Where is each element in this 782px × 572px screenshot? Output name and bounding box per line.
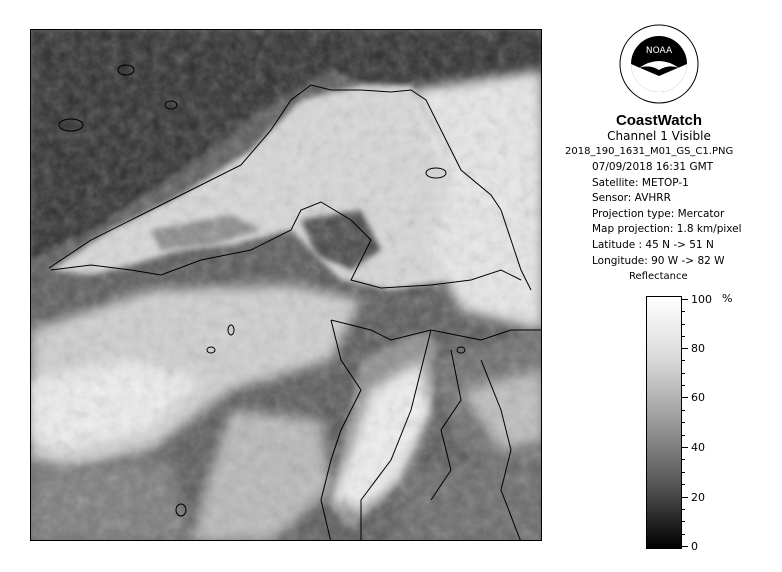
- satellite-label: Satellite: METOP-1: [592, 176, 689, 189]
- latitude-label: Latitude : 45 N -> 51 N: [592, 238, 714, 251]
- colorbar-minor-tick: [682, 360, 685, 361]
- brand-title: CoastWatch: [615, 112, 703, 129]
- longitude-label: Longitude: 90 W -> 82 W: [592, 254, 725, 267]
- colorbar-tick: [682, 348, 688, 349]
- sensor-label: Sensor: AVHRR: [592, 192, 671, 205]
- colorbar-tick-label: 20: [691, 491, 705, 504]
- colorbar-tick-label: 100: [691, 293, 712, 306]
- colorbar-tick: [682, 397, 688, 398]
- colorbar-tick-label: 0: [691, 540, 698, 553]
- colorbar-minor-tick: [682, 534, 685, 535]
- projection-type-label: Projection type: Mercator: [592, 207, 725, 220]
- colorbar-minor-tick: [682, 336, 685, 337]
- channel-label: Channel 1 Visible: [607, 129, 711, 143]
- colorbar-minor-tick: [682, 509, 685, 510]
- colorbar-minor-tick: [682, 385, 685, 386]
- noaa-logo: [619, 24, 699, 104]
- colorbar-minor-tick: [682, 472, 685, 473]
- colorbar-minor-tick: [682, 311, 685, 312]
- colorbar-tick: [682, 447, 688, 448]
- datetime-label: 07/09/2018 16:31 GMT: [592, 161, 714, 173]
- colorbar-minor-tick: [682, 435, 685, 436]
- colorbar-tick-label: 40: [691, 441, 705, 454]
- satellite-map: [31, 30, 542, 541]
- satellite-image: [30, 29, 542, 541]
- colorbar-tick-label: 80: [691, 342, 705, 355]
- colorbar-minor-tick: [682, 484, 685, 485]
- metadata-block: [592, 160, 742, 269]
- colorbar: [646, 296, 682, 549]
- map-projection-label: Map projection: 1.8 km/pixel: [592, 223, 742, 236]
- colorbar-tick: [682, 497, 688, 498]
- logo-text: NOAA: [645, 46, 673, 56]
- filename-label: 2018_190_1631_M01_GS_C1.PNG: [565, 146, 734, 157]
- colorbar-unit: %: [722, 292, 733, 305]
- colorbar-minor-tick: [682, 410, 685, 411]
- colorbar-tick-label: 60: [691, 391, 705, 404]
- colorbar-minor-tick: [682, 324, 685, 325]
- colorbar-minor-tick: [682, 373, 685, 374]
- colorbar-minor-tick: [682, 521, 685, 522]
- colorbar-title: Reflectance: [629, 271, 688, 282]
- colorbar-minor-tick: [682, 422, 685, 423]
- colorbar-minor-tick: [682, 459, 685, 460]
- colorbar-tick: [682, 299, 688, 300]
- colorbar-tick: [682, 546, 688, 547]
